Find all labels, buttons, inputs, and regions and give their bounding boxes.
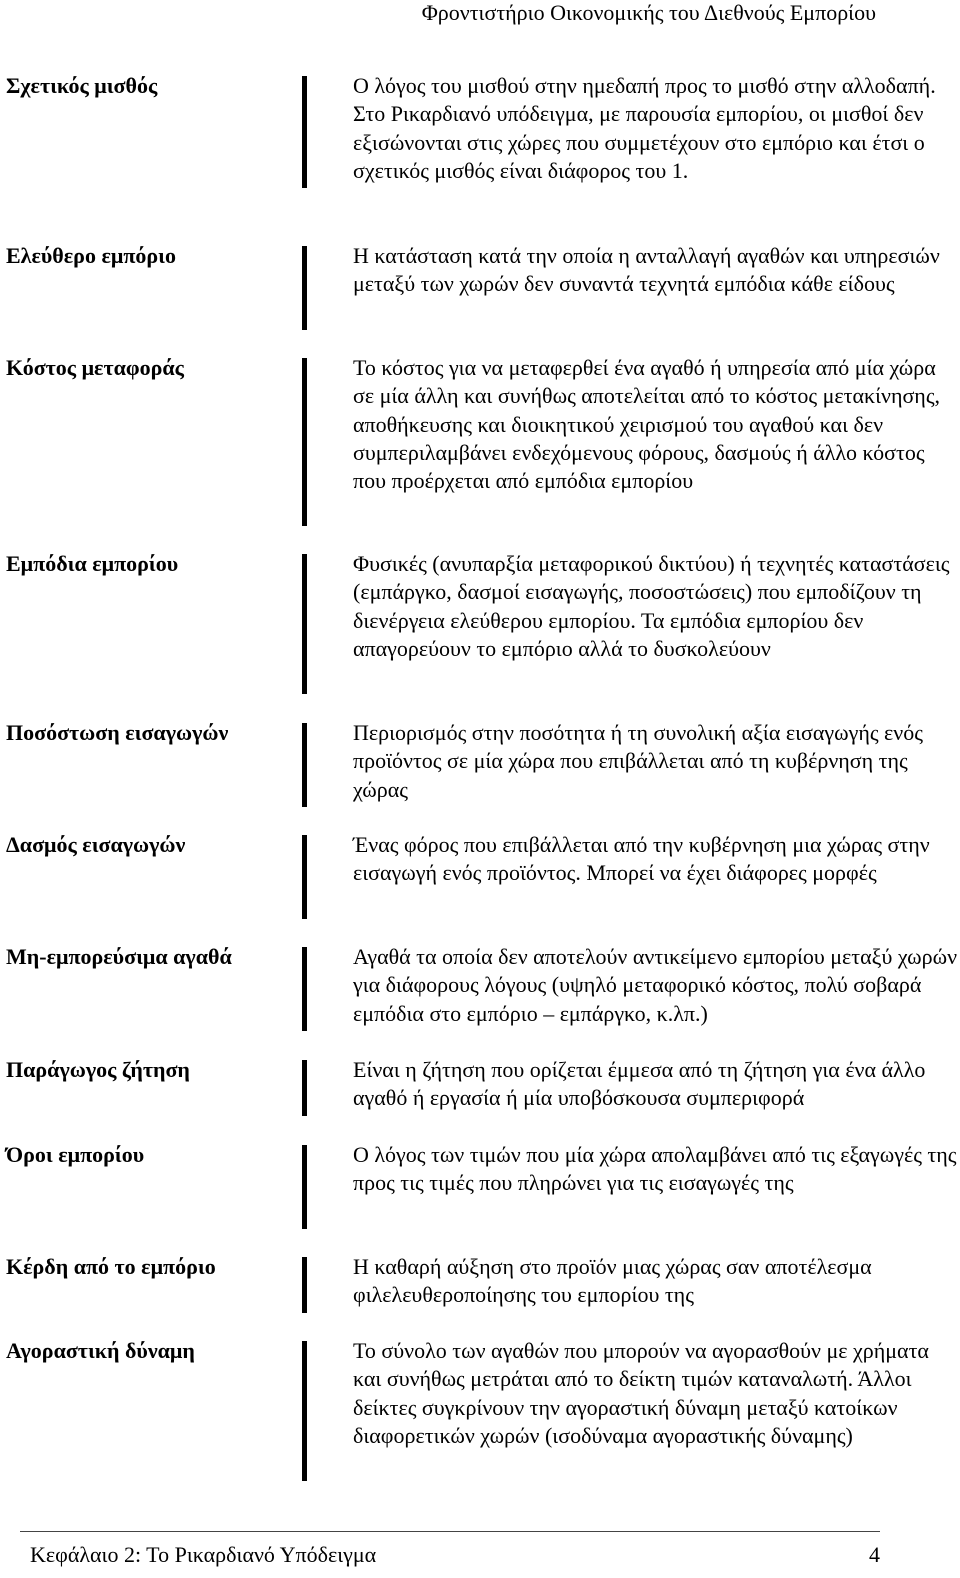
glossary-definition: Ο λόγος του μισθού στην ημεδαπή προς το μισθό στην αλλοδαπή. Στο Ρικαρδιανό υπόδειγμα, με παρουσία εμπορίου, οι μισθοί δεν εξισώνονται στις χώρες που συμμετέχουν στο εμπόριο και έτσι ο σχετικός μισθός είναι διάφορος του 1. bbox=[353, 73, 936, 183]
glossary-definition: Ένας φόρος που επιβάλλεται από την κυβέρνηση μια χώρας στην εισαγωγή ενός προϊόντος. Μπορεί να έχει διάφορες μορφές bbox=[353, 832, 930, 886]
glossary-term: Δασμός εισαγωγών bbox=[6, 832, 186, 857]
divider-bar bbox=[302, 1341, 307, 1481]
divider-bar bbox=[302, 1257, 307, 1313]
glossary-term: Σχετικός μισθός bbox=[6, 73, 158, 98]
glossary-term: Κόστος μεταφοράς bbox=[6, 355, 184, 380]
glossary-definition: Περιορισμός στην ποσότητα ή τη συνολική αξία εισαγωγής ενός προϊόντος σε μία χώρα που επιβάλλεται από τη κυβέρνηση της χώρας bbox=[353, 720, 923, 802]
glossary-term: Αγοραστική δύναμη bbox=[6, 1338, 195, 1363]
glossary-term: Όροι εμπορίου bbox=[6, 1142, 145, 1167]
glossary-definition: Αγαθά τα οποία δεν αποτελούν αντικείμενο εμπορίου μεταξύ χωρών για διάφορους λόγους (υψηλό μεταφορικό κόστος, πολύ σοβαρά εμπόδια στο εμπόριο – εμπάργκο, κ.λπ.) bbox=[353, 944, 958, 1026]
divider-bar bbox=[302, 1060, 307, 1116]
glossary-definition: Είναι η ζήτηση που ορίζεται έμμεσα από τη ζήτηση για ένα άλλο αγαθό ή εργασία ή μία υποβόσκουσα συμπεριφορά bbox=[353, 1057, 926, 1111]
divider-bar bbox=[302, 835, 307, 919]
footer-rule bbox=[20, 1531, 880, 1532]
divider-bar bbox=[302, 723, 307, 807]
divider-bar bbox=[302, 246, 307, 330]
glossary-term: Παράγωγος ζήτηση bbox=[6, 1057, 190, 1082]
glossary-definition: Το κόστος για να μεταφερθεί ένα αγαθό ή υπηρεσία από μία χώρα σε μία άλλη και συνήθως αποτελείται από το κόστος μετακίνησης, αποθήκευσης και διοικητικού χειρισμού του αγαθού και δεν συμπεριλαμβάνει ενδεχόμενους φόρους, δασμούς ή άλλο κόστος που προέρχεται από εμπόδια εμπορίου bbox=[353, 355, 941, 494]
glossary-term: Εμπόδια εμπορίου bbox=[6, 551, 179, 576]
page-header-title: Φροντιστήριο Οικονομικής του Διεθνούς Εμπορίου bbox=[421, 0, 876, 25]
glossary-definition: Ο λόγος των τιμών που μία χώρα απολαμβάνει από τις εξαγωγές της προς τις τιμές που πληρώνει για τις εισαγωγές της bbox=[353, 1142, 957, 1196]
divider-bar bbox=[302, 947, 307, 1031]
glossary-term: Ποσόστωση εισαγωγών bbox=[6, 720, 229, 745]
glossary-term: Ελεύθερο εμπόριο bbox=[6, 243, 176, 268]
glossary-definition: Το σύνολο των αγαθών που μπορούν να αγορασθούν με χρήματα και συνήθως μετράται από το δείκτη τιμών καταναλωτή. Άλλοι δείκτες συγκρίνουν την αγοραστική δύναμη μεταξύ κατοίκων διαφορετικών χωρών (ισοδύναμα αγοραστικής δύναμης) bbox=[353, 1338, 929, 1448]
divider-bar bbox=[302, 358, 307, 526]
glossary-definition: Φυσικές (ανυπαρξία μεταφορικού δικτύου) ή τεχνητές καταστάσεις (εμπάργκο, δασμοί εισαγωγής, ποσοστώσεις) που εμποδίζουν τη διενέργεια ελεύθερου εμπορίου. Τα εμπόδια εμπορίου δεν απαγορεύουν το εμπόριο αλλά το δυσκολεύουν bbox=[353, 551, 950, 661]
footer-chapter-title: Κεφάλαιο 2: Το Ρικαρδιανό Υπόδειγμα bbox=[30, 1542, 377, 1567]
glossary-term: Κέρδη από το εμπόριο bbox=[6, 1254, 216, 1279]
glossary-definition: Η καθαρή αύξηση στο προϊόν μιας χώρας σαν αποτέλεσμα φιλελευθεροποίησης του εμπορίου της bbox=[353, 1254, 872, 1308]
divider-bar bbox=[302, 1145, 307, 1229]
glossary-definition: Η κατάσταση κατά την οποία η ανταλλαγή αγαθών και υπηρεσιών μεταξύ των χωρών δεν συναντά τεχνητά εμπόδια κάθε είδους bbox=[353, 243, 940, 297]
page-number: 4 bbox=[869, 1542, 880, 1567]
glossary-term: Μη-εμπορεύσιμα αγαθά bbox=[6, 944, 232, 969]
divider-bar bbox=[302, 554, 307, 694]
divider-bar bbox=[302, 76, 307, 188]
